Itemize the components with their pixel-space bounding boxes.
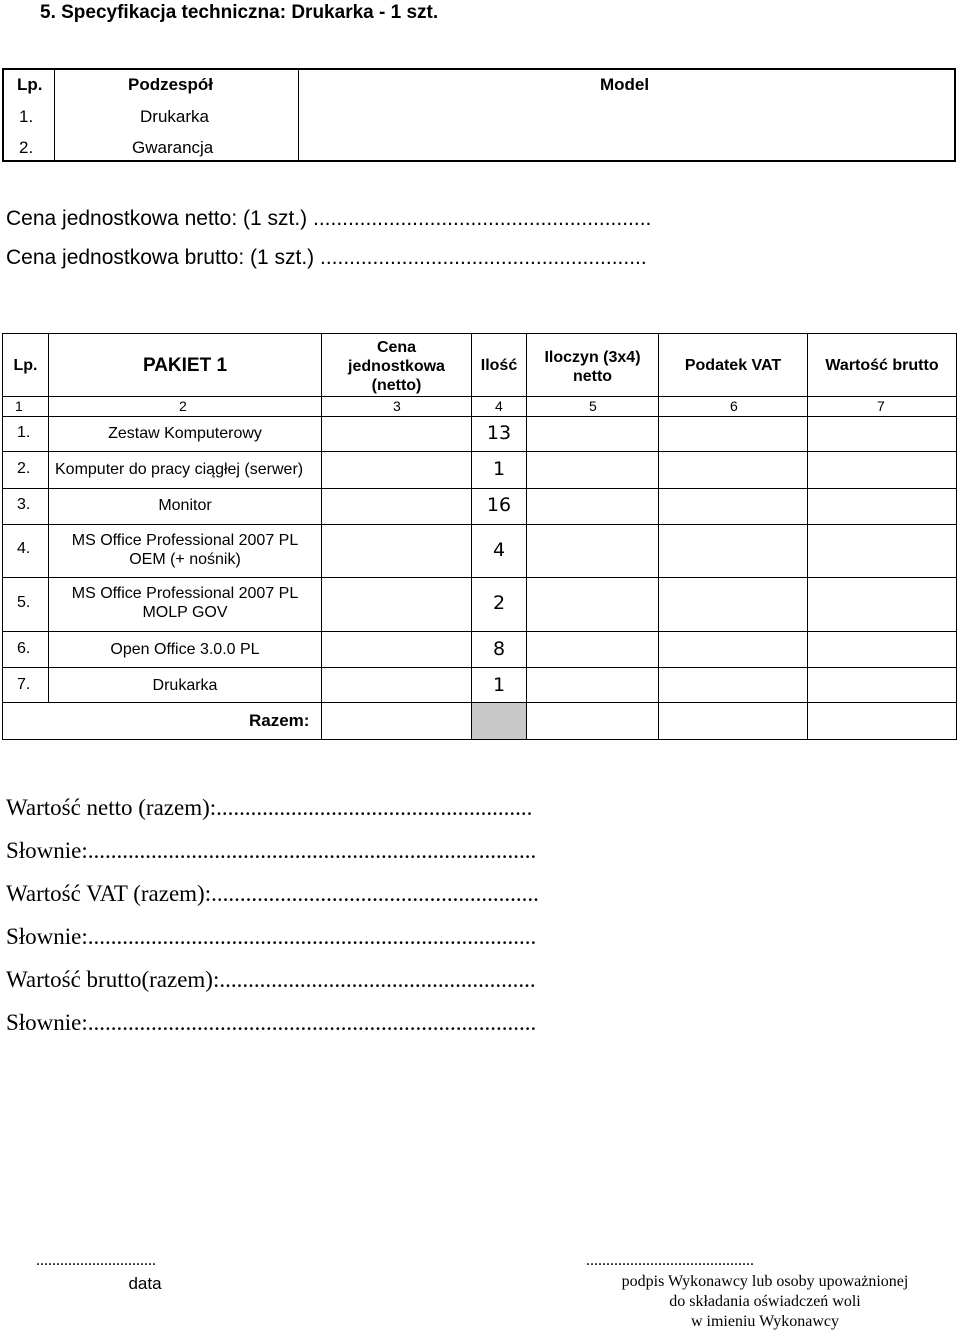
row-divider xyxy=(3,667,956,668)
unit-price-net-line: Cena jednostkowa netto: (1 szt.) .......................................................... xyxy=(6,207,652,230)
row-item-name: Komputer do pracy ciągłej (serwer) xyxy=(55,461,304,478)
column-divider xyxy=(807,334,808,739)
header-product: Iloczyn (3x4) netto xyxy=(544,349,641,385)
header-lp: Lp. xyxy=(13,357,38,374)
row-lp: 6. xyxy=(17,640,31,657)
row-item-name: Monitor xyxy=(158,497,212,514)
column-number: 3 xyxy=(393,398,401,414)
column-number: 1 xyxy=(15,398,23,414)
total-label: Razem: xyxy=(249,711,310,730)
signature-dots: .......................................... xyxy=(586,1252,754,1269)
column-divider xyxy=(526,334,527,739)
row-divider xyxy=(3,631,956,632)
row-divider xyxy=(3,396,956,397)
row-divider xyxy=(3,416,956,417)
page-title: 5. Specyfikacja techniczna: Drukarka - 1 szt. xyxy=(40,2,439,23)
row-item-name: Open Office 3.0.0 PL xyxy=(110,641,260,658)
column-divider xyxy=(658,334,659,739)
package-table xyxy=(2,333,957,740)
header-model: Model xyxy=(600,75,650,94)
column-number: 2 xyxy=(179,398,187,414)
net-total-line: Wartość netto (razem):....................................................... xyxy=(6,795,533,820)
header-unit-price: Cena jednostkowa (netto) xyxy=(348,339,445,394)
column-number: 7 xyxy=(877,398,885,414)
header-quantity: Ilość xyxy=(480,357,518,374)
header-lp: Lp. xyxy=(17,75,43,94)
signature-caption: podpis Wykonawcy lub osoby upoważnionej do składania oświadczeń woli w imieniu Wykonawcy xyxy=(621,1273,909,1330)
row-quantity: 16 xyxy=(486,494,512,516)
row-lp: 2. xyxy=(17,460,31,477)
row-divider xyxy=(3,577,956,578)
row-divider xyxy=(3,451,956,452)
row-lp: 2. xyxy=(19,138,34,157)
row-item-name: MS Office Professional 2007 PL MOLP GOV xyxy=(71,585,299,621)
unit-price-gross-line: Cena jednostkowa brutto: (1 szt.) ........................................................ xyxy=(6,246,647,269)
shaded-cell xyxy=(472,703,526,739)
row-quantity: 4 xyxy=(492,539,506,561)
spec-table xyxy=(2,68,956,162)
row-component: Gwarancja xyxy=(132,138,214,157)
row-quantity: 13 xyxy=(486,422,512,444)
date-label: data xyxy=(128,1274,162,1293)
header-package: PAKIET 1 xyxy=(142,355,228,376)
in-words-line: Słownie:.............................................................................. xyxy=(6,1010,537,1035)
row-component: Drukarka xyxy=(140,107,209,126)
row-item-name: Zestaw Komputerowy xyxy=(108,425,262,442)
row-lp: 5. xyxy=(17,594,31,611)
column-number: 4 xyxy=(495,398,503,414)
row-lp: 3. xyxy=(17,496,31,513)
row-quantity: 8 xyxy=(492,638,506,660)
row-item-name: Drukarka xyxy=(152,677,218,694)
header-gross-value: Wartość brutto xyxy=(825,357,939,374)
header-component: Podzespół xyxy=(128,75,214,94)
row-divider xyxy=(3,488,956,489)
column-number: 5 xyxy=(589,398,597,414)
row-lp: 7. xyxy=(17,676,31,693)
in-words-line: Słownie:.............................................................................. xyxy=(6,924,537,949)
row-item-name: MS Office Professional 2007 PL OEM (+ nośnik) xyxy=(71,532,299,568)
row-divider xyxy=(3,524,956,525)
row-quantity: 2 xyxy=(492,592,506,614)
column-number: 6 xyxy=(730,398,738,414)
column-divider xyxy=(298,70,299,160)
row-quantity: 1 xyxy=(492,458,506,480)
vat-total-line: Wartość VAT (razem):......................................................... xyxy=(6,881,539,906)
row-lp: 4. xyxy=(17,540,31,557)
date-dots: .............................. xyxy=(36,1252,156,1269)
row-lp: 1. xyxy=(17,424,31,441)
column-divider xyxy=(54,70,55,160)
header-vat: Podatek VAT xyxy=(684,357,782,374)
row-quantity: 1 xyxy=(492,674,506,696)
gross-total-line: Wartość brutto(razem):....................................................... xyxy=(6,967,536,992)
in-words-line: Słownie:.............................................................................. xyxy=(6,838,537,863)
row-lp: 1. xyxy=(19,107,34,126)
